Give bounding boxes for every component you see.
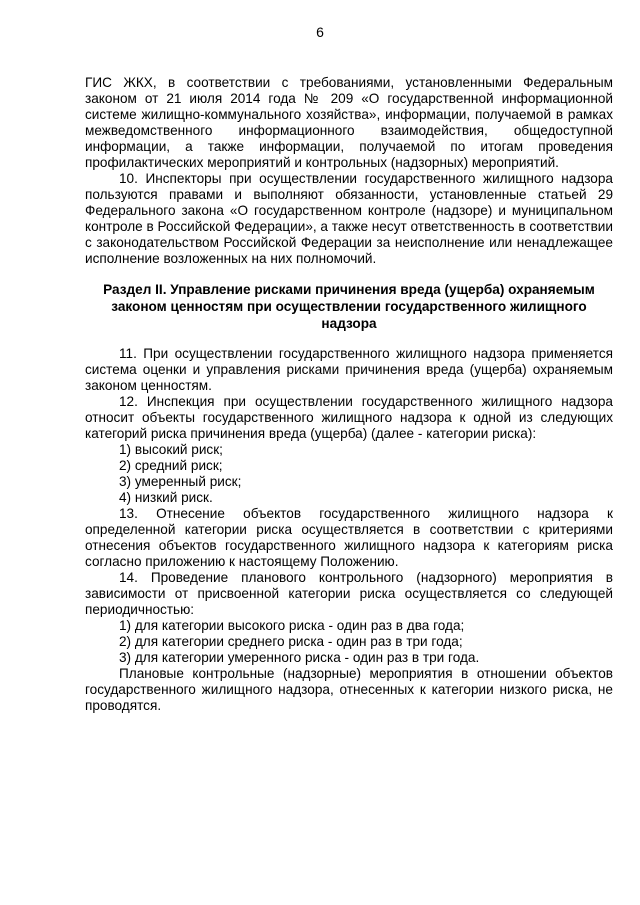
risk-category-item: 4) низкий риск. bbox=[119, 490, 213, 505]
paragraph-10: 10. Инспекторы при осуществлении государственного жилищного надзора пользуются правами и выполняют обязанности, установленные статьей 29 Федерального закона «О государственном контроле (надзоре) и муниципальном контроле в Российской Федерации», а также несут ответственность в соответствии с законодательством Российской Федерации за неисполнение или ненадлежащее исполнение возложенных на них полномочий. bbox=[85, 171, 613, 266]
paragraph-11: 11. При осуществлении государственного жилищного надзора применяется система оценки и управления рисками причинения вреда (ущерба) охраняемым законом ценностям. bbox=[85, 346, 613, 393]
periodicity-item: 3) для категории умеренного риска - один раз в три года. bbox=[119, 650, 480, 665]
risk-category-item: 2) средний риск; bbox=[119, 458, 223, 473]
page-number: 6 bbox=[316, 24, 324, 40]
paragraph-12: 12. Инспекция при осуществлении государственного жилищного надзора относит объекты государственного жилищного надзора к одной из следующих категорий риска причинения вреда (ущерба) (далее - категории риска): bbox=[85, 394, 613, 441]
risk-category-item: 1) высокий риск; bbox=[119, 442, 223, 457]
paragraph-14: 14. Проведение планового контрольного (надзорного) мероприятия в зависимости от присвоенной категории риска осуществляется со следующей периодичностью: bbox=[85, 570, 613, 617]
paragraph-gis-zhkh: ГИС ЖКХ, в соответствии с требованиями, установленными Федеральным законом от 21 июля 2014 года № 209 «О государственной информационной системе жилищно-коммунального хозяйства», информации, получаемой в рамках межведомственного информационного взаимодействия, общедоступной информации, а также информации, получаемой по итогам проведения профилактических мероприятий и контрольных (надзорных) мероприятий. bbox=[85, 75, 613, 170]
periodicity-item: 2) для категории среднего риска - один раз в три года; bbox=[119, 634, 463, 649]
periodicity-item: 1) для категории высокого риска - один раз в два года; bbox=[119, 618, 465, 633]
section-heading-line-1: Раздел II. Управление рисками причинения вреда (ущерба) охраняемым bbox=[103, 282, 595, 297]
section-heading-line-3: надзора bbox=[321, 316, 377, 331]
risk-category-item: 3) умеренный риск; bbox=[119, 474, 242, 489]
section-heading-line-2: законом ценностям при осуществлении государственного жилищного bbox=[111, 299, 587, 314]
document-body bbox=[85, 75, 613, 714]
paragraph-13: 13. Отнесение объектов государственного жилищного надзора к определенной категории риска осуществляется в соответствии с критериями отнесения объектов государственного жилищного надзора к категориям риска согласно приложению к настоящему Положению. bbox=[85, 506, 613, 569]
section-heading bbox=[85, 281, 613, 332]
paragraph-final: Плановые контрольные (надзорные) мероприятия в отношении объектов государственного жилищного надзора, отнесенных к категории низкого риска, не проводятся. bbox=[85, 666, 613, 713]
